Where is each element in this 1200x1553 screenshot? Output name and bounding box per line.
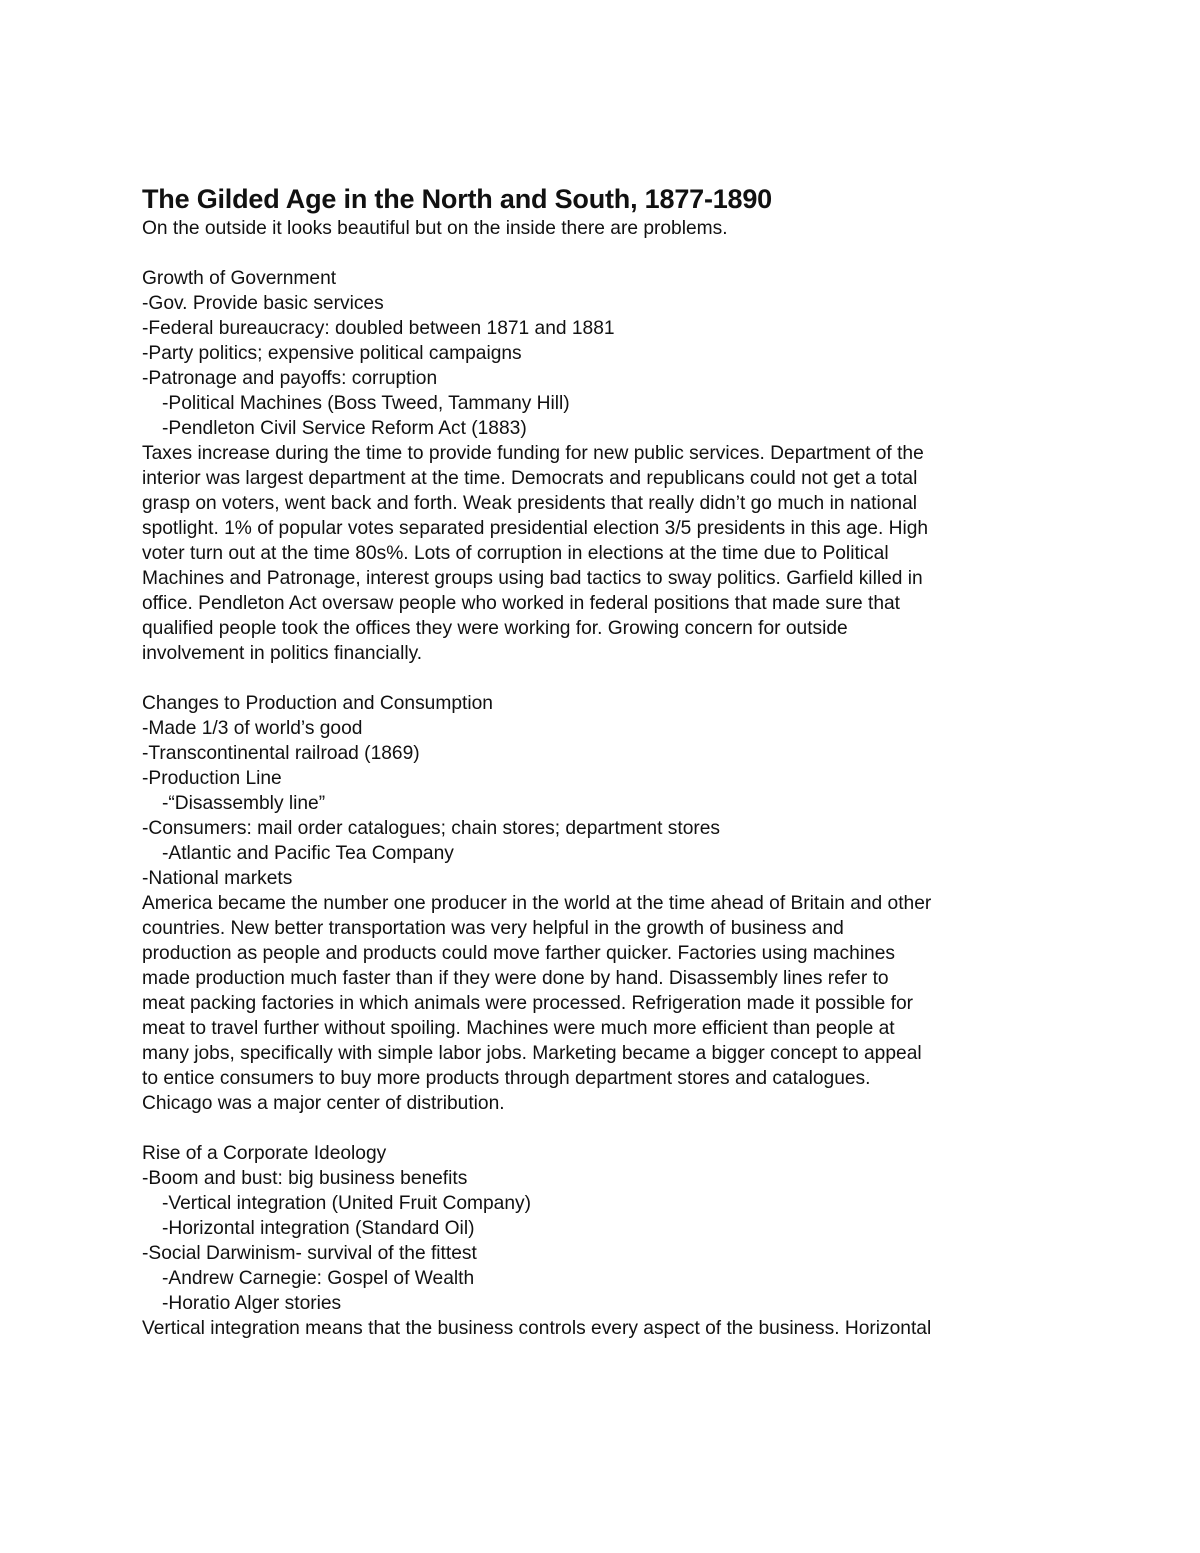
section-heading: Changes to Production and Consumption (142, 693, 493, 714)
intro-text: On the outside it looks beautiful but on the inside there are problems. (142, 218, 728, 239)
paragraph-line: voter turn out at the time 80s%. Lots of corruption in elections at the time due to Political (142, 543, 889, 564)
paragraph-line: production as people and products could move farther quicker. Factories using machines (142, 943, 895, 964)
sub-bullet-item: -Atlantic and Pacific Tea Company (162, 843, 454, 864)
section-heading: Rise of a Corporate Ideology (142, 1143, 387, 1164)
paragraph-line: qualified people took the offices they were working for. Growing concern for outside (142, 618, 848, 639)
sub-bullet-item: -Horizontal integration (Standard Oil) (162, 1218, 475, 1239)
paragraph-line: spotlight. 1% of popular votes separated presidential election 3/5 presidents in this age. High (142, 518, 929, 539)
paragraph-line: interior was largest department at the time. Democrats and republicans could not get a total (142, 468, 918, 489)
section-corporate-ideology (142, 1141, 1072, 1341)
bullet-item: -Patronage and payoffs: corruption (142, 368, 438, 389)
paragraph-line: many jobs, specifically with simple labor jobs. Marketing became a bigger concept to appeal (142, 1043, 922, 1064)
document-content (142, 183, 1072, 1341)
bullet-item: -Boom and bust: big business benefits (142, 1168, 468, 1189)
document-title: The Gilded Age in the North and South, 1877-1890 (142, 184, 773, 214)
section-paragraph (142, 441, 1072, 666)
paragraph-line: meat to travel further without spoiling. Machines were much more efficient than people at (142, 1018, 895, 1039)
section-growth-of-government (142, 266, 1072, 666)
paragraph-line: meat packing factories in which animals were processed. Refrigeration made it possible for (142, 993, 914, 1014)
paragraph-line: office. Pendleton Act oversaw people who worked in federal positions that made sure that (142, 593, 901, 614)
section-paragraph (142, 1316, 1072, 1341)
bullet-item: -Made 1/3 of world’s good (142, 718, 363, 739)
bullet-item: -Consumers: mail order catalogues; chain stores; department stores (142, 818, 721, 839)
section-paragraph (142, 891, 1072, 1116)
sub-bullet-item: -Political Machines (Boss Tweed, Tammany Hill) (162, 393, 570, 414)
bullet-item: -Social Darwinism- survival of the fittest (142, 1243, 477, 1264)
sub-bullet-item: -Andrew Carnegie: Gospel of Wealth (162, 1268, 475, 1289)
paragraph-line: Chicago was a major center of distribution. (142, 1093, 505, 1114)
sub-bullet-item: -“Disassembly line” (162, 793, 326, 814)
paragraph-line: Taxes increase during the time to provide funding for new public services. Department of the (142, 443, 924, 464)
section-production-and-consumption (142, 691, 1072, 1116)
paragraph-line: America became the number one producer in the world at the time ahead of Britain and other (142, 893, 932, 914)
paragraph-line: to entice consumers to buy more products through department stores and catalogues. (142, 1068, 871, 1089)
section-heading: Growth of Government (142, 268, 337, 289)
bullet-item: -Party politics; expensive political campaigns (142, 343, 522, 364)
bullet-item: -Production Line (142, 768, 282, 789)
bullet-item: -Transcontinental railroad (1869) (142, 743, 420, 764)
bullet-item: -National markets (142, 868, 293, 889)
paragraph-line: countries. New better transportation was very helpful in the growth of business and (142, 918, 844, 939)
bullet-item: -Gov. Provide basic services (142, 293, 384, 314)
paragraph-line: involvement in politics financially. (142, 643, 423, 664)
paragraph-line: Machines and Patronage, interest groups using bad tactics to sway politics. Garfield killed in (142, 568, 923, 589)
sub-bullet-item: -Pendleton Civil Service Reform Act (1883) (162, 418, 527, 439)
bullet-item: -Federal bureaucracy: doubled between 1871 and 1881 (142, 318, 615, 339)
sub-bullet-item: -Horatio Alger stories (162, 1293, 342, 1314)
sub-bullet-item: -Vertical integration (United Fruit Company) (162, 1193, 531, 1214)
paragraph-line: grasp on voters, went back and forth. Weak presidents that really didn’t go much in national (142, 493, 918, 514)
paragraph-line: made production much faster than if they were done by hand. Disassembly lines refer to (142, 968, 889, 989)
paragraph-line: Vertical integration means that the business controls every aspect of the business. Horizontal (142, 1318, 932, 1339)
